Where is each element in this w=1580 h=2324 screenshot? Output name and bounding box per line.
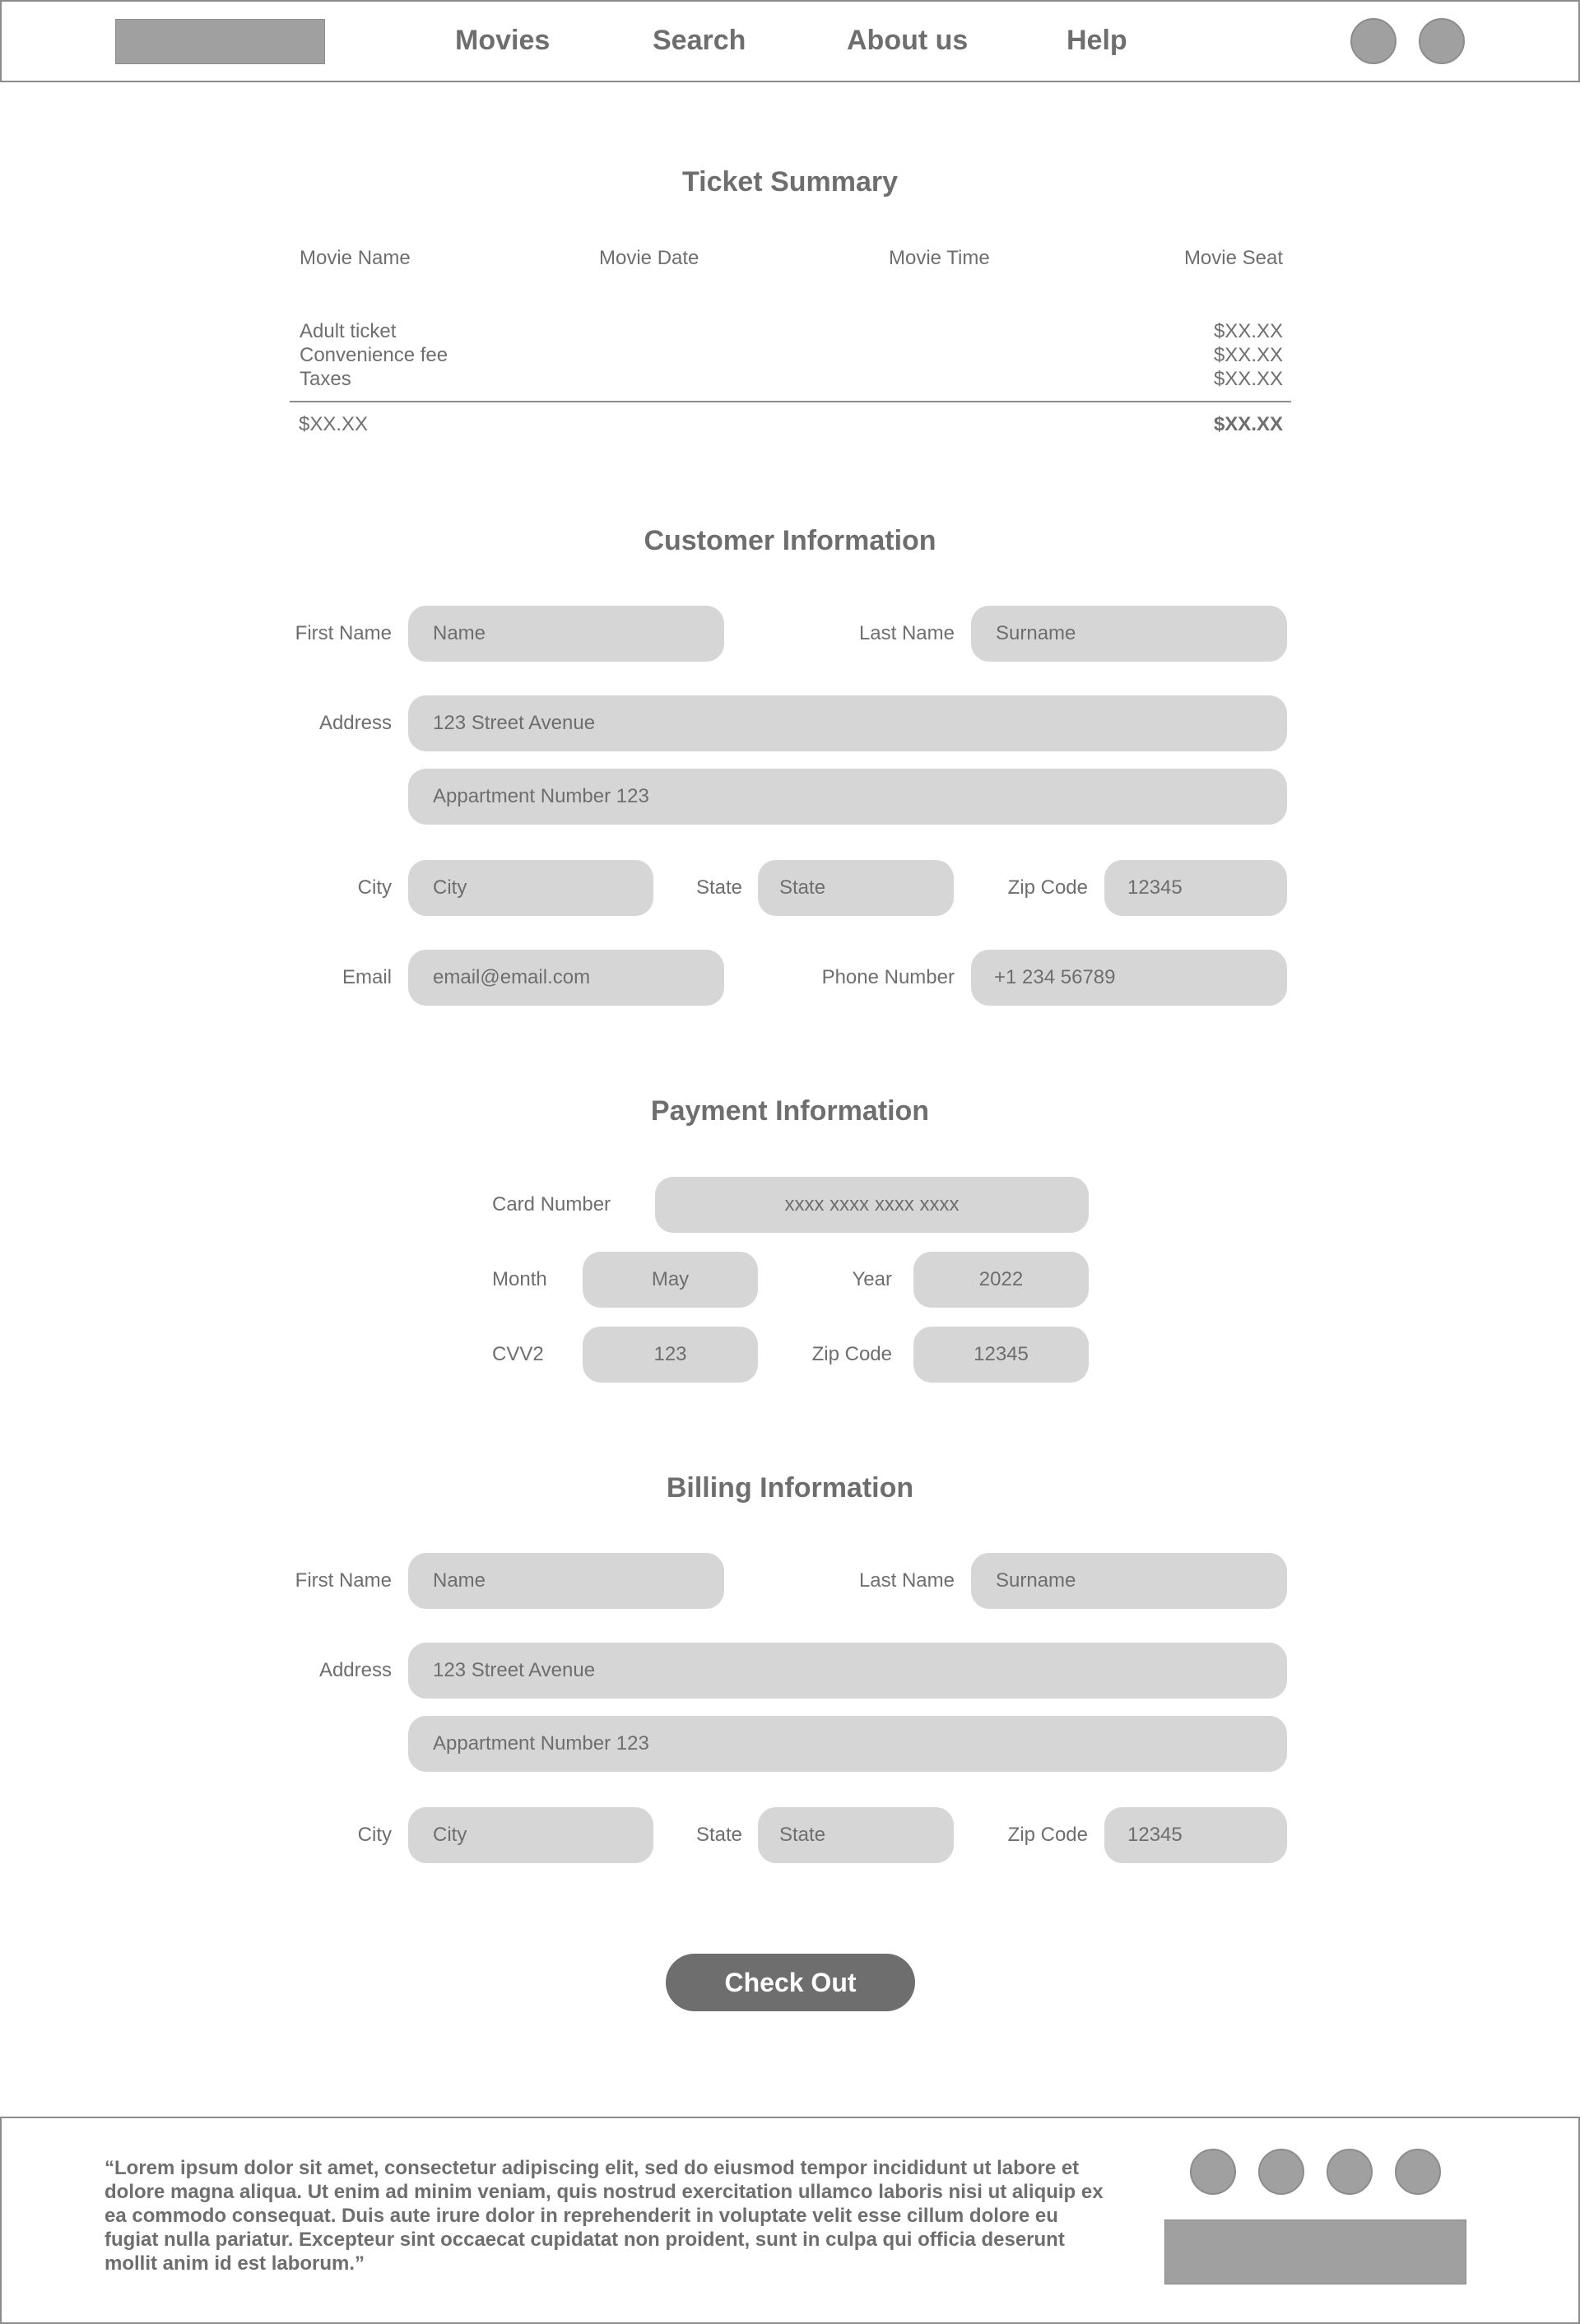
cvv-label: CVV2 bbox=[492, 1343, 544, 1365]
column-movie-name: Movie Name bbox=[300, 247, 411, 269]
billing-state-input[interactable] bbox=[758, 1807, 954, 1863]
customer-address-line2-input[interactable] bbox=[408, 769, 1287, 825]
footer-quote: “Lorem ipsum dolor sit amet, consectetur adipiscing elit, sed do eiusmod tempor incididunt ut labore et dolore magna aliqua. Ut enim ad minim veniam, quis nostrud exercitation ullamco laboris nisi ut aliquip ex ea commodo consequat. Duis aute irure dolor in reprehenderit in voluptate velit esse cillum dolore eu fugiat nulla pariatur. Excepteur sint occaecat cupidatat non proident, sunt in culpa qui officia deserunt mollit anim id est laborum.” bbox=[105, 2157, 1104, 2275]
billing-address-label: Address bbox=[318, 1659, 392, 1681]
line-item-label: Adult ticket bbox=[300, 320, 397, 342]
billing-address-line1-input[interactable] bbox=[408, 1643, 1287, 1699]
cvv-input[interactable] bbox=[583, 1327, 758, 1383]
footer-placeholder-block bbox=[1164, 2219, 1466, 2284]
billing-state-label: State bbox=[695, 1824, 742, 1846]
line-item-label: Taxes bbox=[300, 368, 351, 390]
line-item-amount: $XX.XX bbox=[1213, 368, 1283, 390]
payment-zip-input[interactable] bbox=[913, 1327, 1089, 1383]
customer-last-name-label: Last Name bbox=[858, 622, 955, 644]
column-movie-date: Movie Date bbox=[599, 247, 699, 269]
customer-state-input[interactable] bbox=[758, 860, 954, 916]
line-item-amount: $XX.XX bbox=[1213, 344, 1283, 366]
line-item-amount: $XX.XX bbox=[1213, 320, 1283, 342]
billing-zip-input[interactable] bbox=[1104, 1807, 1287, 1863]
customer-email-label: Email bbox=[342, 966, 392, 988]
customer-zip-input[interactable] bbox=[1104, 860, 1287, 916]
card-number-input[interactable] bbox=[655, 1177, 1089, 1233]
ticket-summary-title: Ticket Summary bbox=[681, 166, 899, 198]
billing-address-line2-input[interactable] bbox=[408, 1716, 1287, 1772]
customer-email-input[interactable] bbox=[408, 950, 724, 1006]
header-avatar-icon[interactable] bbox=[1350, 18, 1396, 64]
social-icon[interactable] bbox=[1258, 2149, 1304, 2195]
year-select[interactable] bbox=[913, 1252, 1089, 1308]
payment-info-title: Payment Information bbox=[650, 1095, 930, 1127]
customer-last-name-input[interactable] bbox=[971, 606, 1287, 662]
customer-state-label: State bbox=[695, 876, 742, 899]
column-movie-time: Movie Time bbox=[889, 247, 990, 269]
year-label: Year bbox=[852, 1268, 892, 1290]
billing-last-name-input[interactable] bbox=[971, 1553, 1287, 1609]
month-label: Month bbox=[492, 1268, 547, 1290]
billing-city-input[interactable] bbox=[408, 1807, 653, 1863]
customer-address-line1-input[interactable] bbox=[408, 695, 1287, 751]
customer-city-label: City bbox=[357, 876, 392, 899]
billing-zip-label: Zip Code bbox=[1007, 1824, 1088, 1846]
header-menu-icon[interactable] bbox=[1419, 18, 1465, 64]
billing-first-name-label: First Name bbox=[295, 1569, 392, 1592]
checkout-button[interactable]: Check Out bbox=[666, 1954, 915, 2011]
billing-last-name-label: Last Name bbox=[858, 1569, 955, 1592]
billing-city-label: City bbox=[357, 1824, 392, 1846]
customer-info-title: Customer Information bbox=[644, 525, 936, 556]
billing-info-title: Billing Information bbox=[666, 1472, 914, 1504]
month-select[interactable] bbox=[583, 1252, 758, 1308]
customer-zip-label: Zip Code bbox=[1007, 876, 1088, 899]
summary-total-right: $XX.XX bbox=[1213, 413, 1283, 435]
customer-city-input[interactable] bbox=[408, 860, 653, 916]
nav-help[interactable]: Help bbox=[1066, 25, 1127, 56]
nav-about-us[interactable]: About us bbox=[847, 25, 969, 56]
customer-first-name-label: First Name bbox=[295, 622, 392, 644]
customer-first-name-input[interactable] bbox=[408, 606, 724, 662]
customer-phone-label: Phone Number bbox=[821, 966, 955, 988]
line-item-label: Convenience fee bbox=[300, 344, 448, 366]
summary-divider bbox=[290, 401, 1291, 402]
nav-search[interactable]: Search bbox=[653, 25, 746, 56]
customer-phone-input[interactable] bbox=[971, 950, 1287, 1006]
nav-movies[interactable]: Movies bbox=[455, 25, 551, 56]
billing-first-name-input[interactable] bbox=[408, 1553, 724, 1609]
social-icon[interactable] bbox=[1190, 2149, 1236, 2195]
social-icon[interactable] bbox=[1327, 2149, 1373, 2195]
customer-address-label: Address bbox=[318, 712, 392, 734]
logo-placeholder[interactable] bbox=[115, 19, 325, 64]
card-number-label: Card Number bbox=[492, 1193, 611, 1215]
summary-total-left: $XX.XX bbox=[299, 413, 369, 435]
social-icon[interactable] bbox=[1395, 2149, 1441, 2195]
column-movie-seat: Movie Seat bbox=[1183, 247, 1283, 269]
payment-zip-label: Zip Code bbox=[811, 1343, 892, 1365]
